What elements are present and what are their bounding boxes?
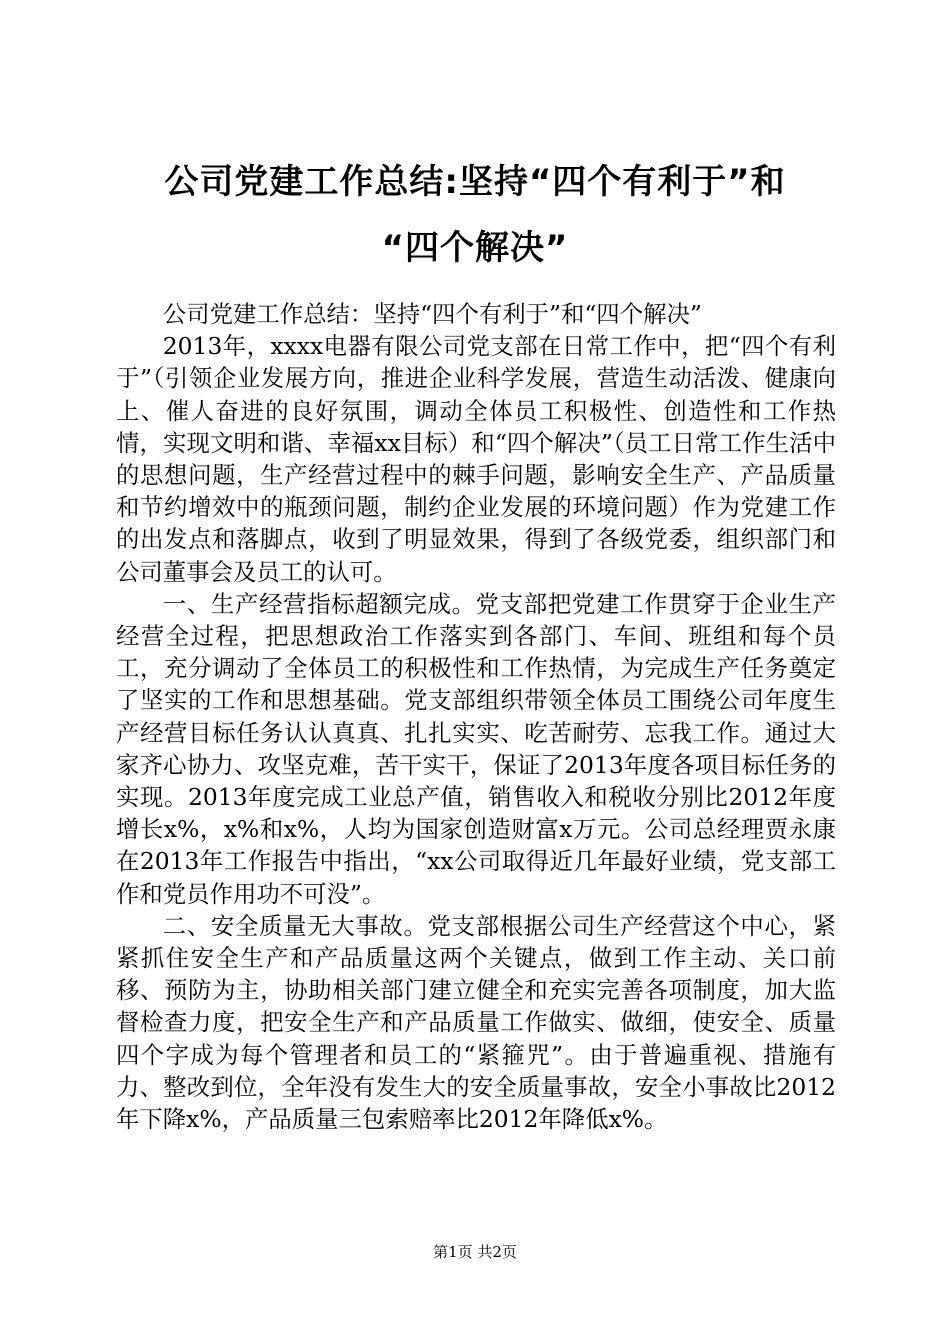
document-title-line-1: 公司党建工作总结:坚持“四个有利于”和 — [164, 162, 786, 202]
document-title-line-2: “四个解决” — [381, 228, 569, 268]
paragraph-section-1: 一、生产经营指标超额完成。党支部把党建工作贯穿于企业生产经营全过程，把思想政治工作落实到各部门、车间、班组和每个员工，充分调动了全体员工的积极性和工作热情，为完成生产任务奠定了坚实的工作和思想基础。党支部组织带领全体员工围绕公司年度生产经营目标任务认认真真、扎扎实实、吃苦耐劳、忘我工作。通过大家齐心协力、攻坚克难，苦干实干，保证了2013年度各项目标任务的实现。2013年度完成工业总产值，销售收入和税收分别比2012年度增长x%，x%和x%，人均为国家创造财富x万元。公司总经理贾永康在2013年工作报告中指出，“xx公司取得近几年最好业绩，党支部工作和党员作用功不可没”。 — [116, 589, 836, 908]
document-body — [116, 298, 836, 1135]
page-number-footer: 第1页 共2页 — [433, 1243, 517, 1261]
paragraph-subtitle: 公司党建工作总结：坚持“四个有利于”和“四个解决” — [162, 300, 702, 328]
paragraph-intro: 2013年，xxxx电器有限公司党支部在日常工作中，把“四个有利于”（引领企业发展方向，推进企业科学发展，营造生动活泼、健康向上、催人奋进的良好氛围，调动全体员工积极性、创造性和工作热情，实现文明和谐、幸福xx目标）和“四个解决”（员工日常工作生活中的思想问题，生产经营过程中的棘手问题，影响安全生产、产品质量和节约增效中的瓶颈问题，制约企业发展的环境问题）作为党建工作的出发点和落脚点，收到了明显效果，得到了各级党委，组织部门和公司董事会及员工的认可。 — [116, 332, 836, 586]
paragraph-section-2: 二、安全质量无大事故。党支部根据公司生产经营这个中心，紧紧抓住安全生产和产品质量这两个关键点，做到工作主动、关口前移、预防为主，协助相关部门建立健全和充实完善各项制度，加大监督检查力度，把安全生产和产品质量工作做实、做细，使安全、质量四个字成为每个管理者和员工的“紧箍咒”。由于普遍重视、措施有力、整改到位，全年没有发生大的安全质量事故，安全小事故比2012年下降x%，产品质量三包索赔率比2012年降低x%。 — [116, 911, 836, 1134]
